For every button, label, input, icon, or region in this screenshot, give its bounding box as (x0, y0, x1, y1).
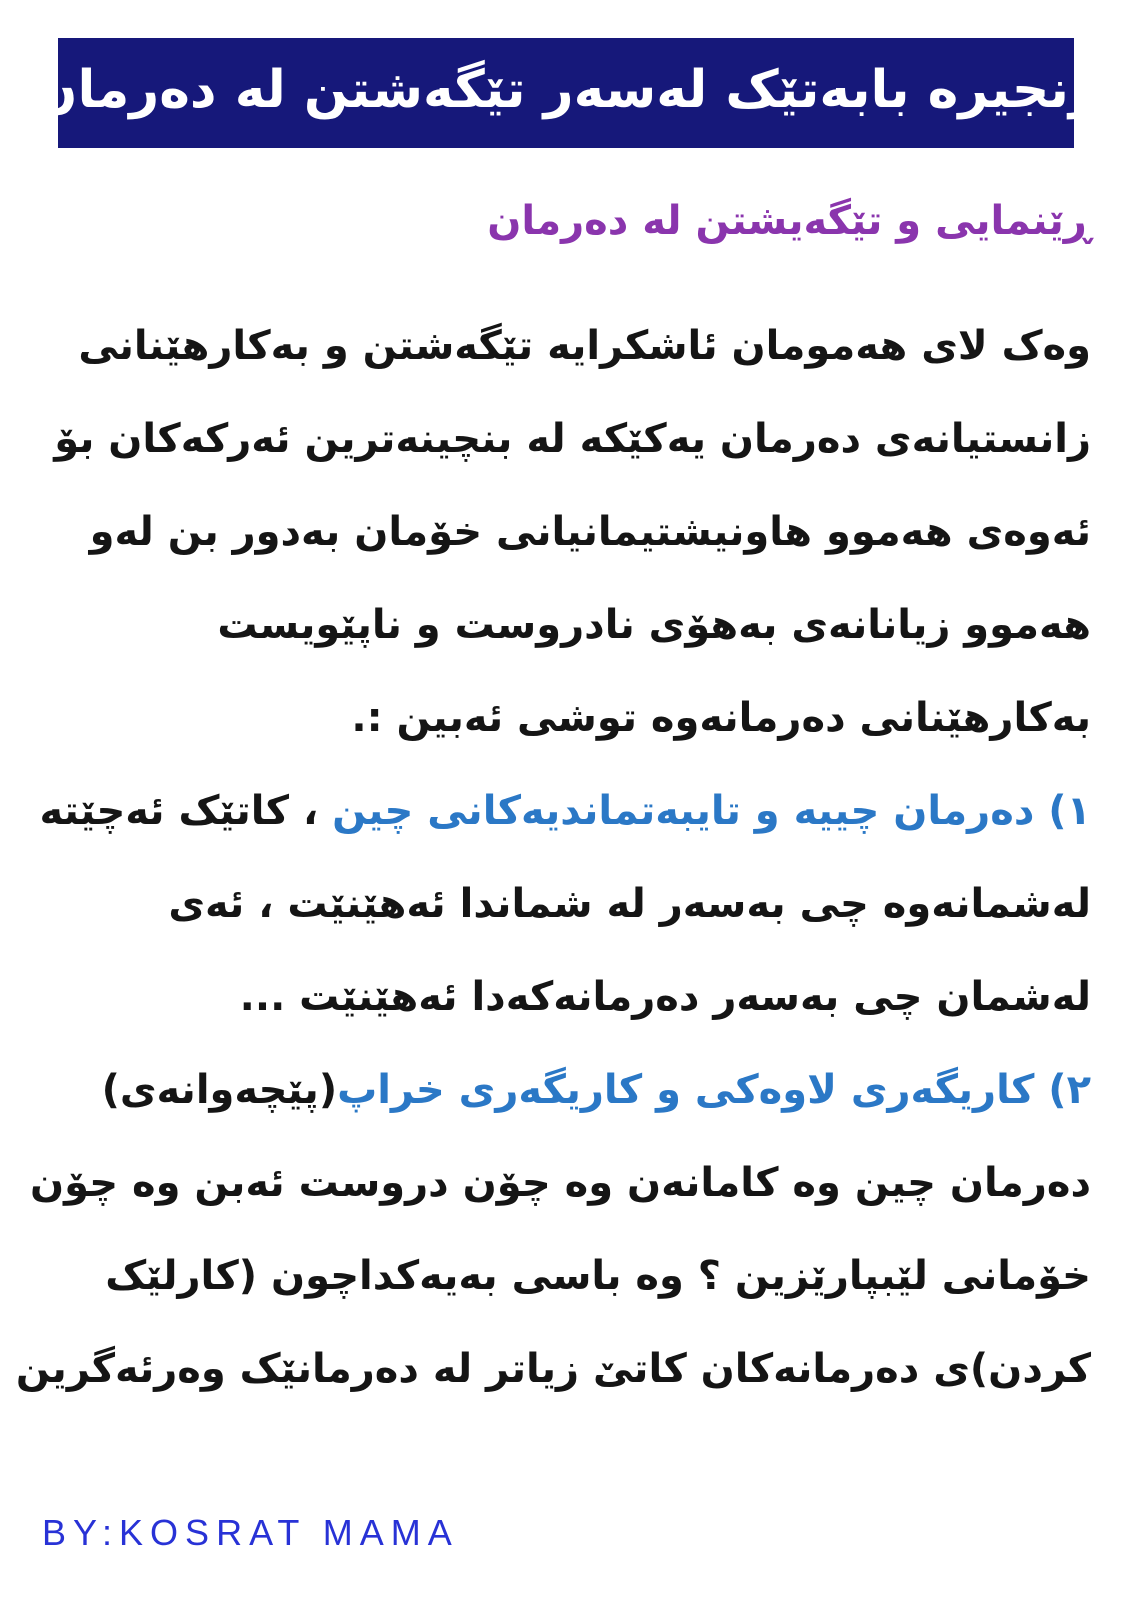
author-byline: BY:KOSRAT MAMA (42, 1512, 459, 1553)
point-1-heading-rest: ، کاتێک ئەچێتە (39, 788, 319, 834)
point-1-heading: دەرمان چییە و تایبەتماندیەکانی چین (332, 788, 1035, 834)
point-2-heading: کاریگەری لاوەکی و کاریگەری خراپ (337, 1067, 1035, 1113)
point-1-heading-line (40, 765, 1091, 858)
point-2-number: ٢) (1048, 1067, 1091, 1113)
intro-line: وەک لای هەمومان ئاشکرایە تێگەشتن و بەکارهێنانی (78, 323, 1091, 369)
intro-line: هەموو زیانانەی بەهۆی نادروست و ناپێویست (217, 602, 1091, 648)
point-2-heading-line (40, 1044, 1091, 1137)
point-1-line: لەشمان چی بەسەر دەرمانەکەدا ئەهێنێت ... (239, 974, 1091, 1020)
intro-line: بەکارهێنانی دەرمانەوە توشی ئەبین :. (351, 695, 1091, 741)
point-2-line: دەرمان چین وە کامانەن وە چۆن دروست ئەبن وە چۆن (30, 1160, 1091, 1206)
article-body (15, 300, 1091, 1416)
title-banner (33, 38, 1099, 148)
intro-line: ئەوەی هەموو هاونیشتیمانیانی خۆمان بەدور بن لەو (89, 509, 1091, 555)
section-subtitle: ڕێنمایی و تێگەیشتن لە دەرمان (487, 198, 1091, 244)
point-2-line: کردن)ی دەرمانەکان کاتێ زیاتر لە دەرمانێک وەرئەگرین (15, 1346, 1091, 1392)
point-2-line: خۆمانی لێبپارێزین ؟ وە باسی بەیەکداچون (کارلێک (105, 1253, 1091, 1299)
intro-line: زانستیانەی دەرمان یەکێکە لە بنچینەترین ئەرکەکان بۆ (54, 416, 1091, 462)
page-title: زنجیرە بابەتێک لەسەر تێگەشتن لە دەرمان (33, 60, 1099, 120)
point-2-heading-rest: (پێچەوانەی) (101, 1067, 338, 1113)
point-1-line: لەشمانەوە چی بەسەر لە شماندا ئەهێنێت ، ئەی (168, 881, 1091, 927)
point-1-number: ١) (1048, 788, 1091, 834)
